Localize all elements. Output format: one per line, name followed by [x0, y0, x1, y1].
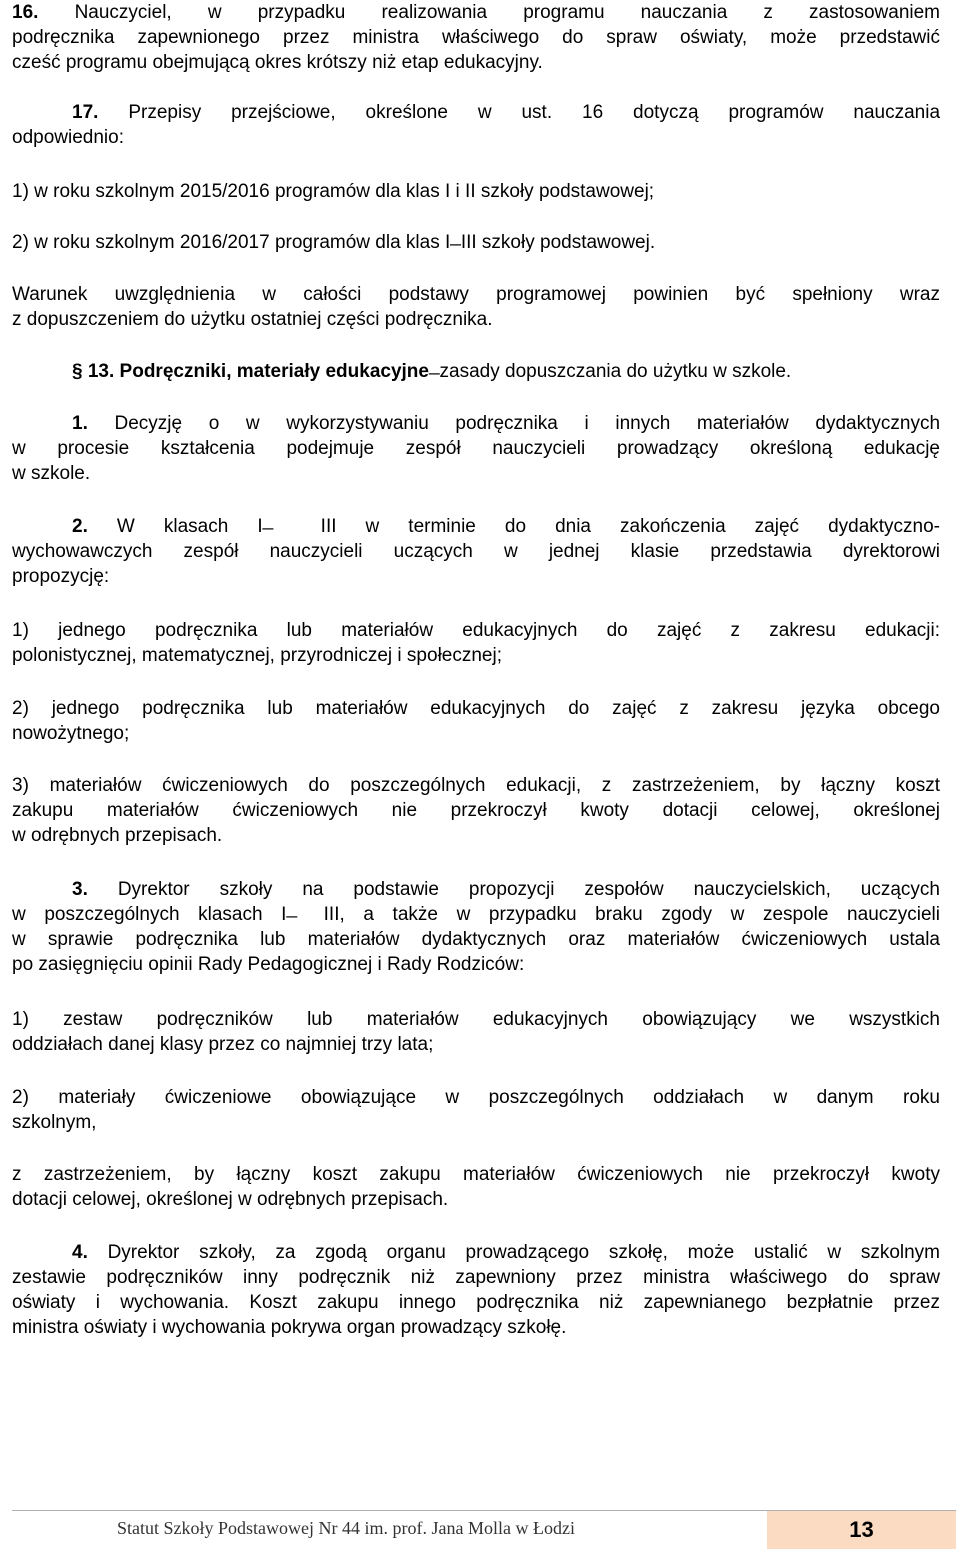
paragraph-line: wychowawczych zespół nauczycieli uczących w jednej klasie przedstawia dyrektorowi [12, 541, 940, 562]
list-item-line: w odrębnych przepisach. [12, 825, 223, 846]
list-item-line: nowożytnego; [12, 723, 130, 744]
paragraph-line: podręcznika zapewnionego przez ministra właściwego do spraw oświaty, może przedstawić [12, 27, 940, 48]
paragraph-line: w sprawie podręcznika lub materiałów dydaktycznych oraz materiałów ćwiczeniowych ustala [12, 929, 940, 950]
paragraph-line: w poszczególnych klasach I ̶ III, a także w przypadku braku zgody w zespole nauczycieli [12, 904, 940, 925]
list-item-line: 2) jednego podręcznika lub materiałów edukacyjnych do zajęć z zakresu języka obcego [12, 698, 940, 719]
paragraph-number: 1. [72, 413, 88, 434]
section-13-point-1 [12, 411, 940, 486]
list-item-line: zakupu materiałów ćwiczeniowych nie przekroczył kwoty dotacji celowej, określonej [12, 800, 940, 821]
section-title: Podręczniki, materiały edukacyjne [119, 361, 429, 382]
list-item-line: szkolnym, [12, 1112, 97, 1133]
paragraph-line: Decyzję o w wykorzystywaniu podręcznika i innych materiałów dydaktycznych [114, 413, 941, 434]
paragraph-16 [12, 0, 940, 75]
paragraph-line: po zasięgnięciu opinii Rady Pedagogicznej i Rady Rodziców: [12, 954, 525, 975]
list-item-line: oddziałach danej klasy przez co najmniej trzy lata; [12, 1034, 434, 1055]
list-item [12, 618, 940, 668]
paragraph-line: z dopuszczeniem do użytku ostatniej części podręcznika. [12, 309, 493, 330]
section-subtitle: ̶ zasady dopuszczania do użytku w szkole. [428, 361, 792, 382]
paragraph-line: odpowiednio: [12, 127, 124, 148]
paragraph-line: Przepisy przejściowe, określone w ust. 16 dotyczą programów nauczania [128, 102, 941, 123]
list-item-line: 2) materiały ćwiczeniowe obowiązujące w poszczególnych oddziałach w danym roku [12, 1087, 940, 1108]
list-item-line: 1) zestaw podręczników lub materiałów edukacyjnych obowiązujący we wszystkich [12, 1009, 940, 1030]
paragraph-17 [12, 100, 940, 150]
paragraph-line: zestawie podręczników inny podręcznik niż zapewniony przez ministra właściwego do spraw [12, 1267, 940, 1288]
paragraph-line: cześć programu obejmującą okres krótszy niż etap edukacyjny. [12, 52, 543, 73]
list-item-line: polonistycznej, matematycznej, przyrodniczej i społecznej; [12, 645, 502, 666]
list-item-line: 3) materiałów ćwiczeniowych do poszczególnych edukacji, z zastrzeżeniem, by łączny koszt [12, 775, 940, 796]
paragraph-line: w procesie kształcenia podejmuje zespół nauczycieli prowadzący określoną edukację [12, 438, 940, 459]
paragraph-line: Dyrektor szkoły na podstawie propozycji zespołów nauczycielskich, uczących [117, 879, 941, 900]
paragraph-line: propozycję: [12, 566, 110, 587]
paragraph-number: 3. [72, 879, 88, 900]
paragraph-line: dotacji celowej, określonej w odrębnych przepisach. [12, 1189, 449, 1210]
section-13-point-2 [12, 514, 940, 589]
paragraph-line: Dyrektor szkoły, za zgodą organu prowadzącego szkołę, może ustalić w szkolnym [107, 1242, 941, 1263]
section-heading [72, 359, 791, 384]
paragraph-number: 2. [72, 516, 88, 537]
section-13-point-3 [12, 877, 940, 977]
paragraph-line: ministra oświaty i wychowania pokrywa organ prowadzący szkołę. [12, 1317, 567, 1338]
paragraph-line: W klasach I ̶ III w terminie do dnia zakończenia zajęć dydaktyczno- [116, 516, 941, 537]
paragraph-line: Nauczyciel, w przypadku realizowania programu nauczania z zastosowaniem [74, 2, 941, 23]
list-item [12, 1007, 940, 1057]
list-item: 1) w roku szkolnym 2015/2016 programów dla klas I i II szkoły podstawowej; [12, 181, 655, 202]
paragraph-number: 17. [72, 102, 99, 123]
paragraph-condition [12, 282, 940, 332]
paragraph-reservation [12, 1162, 940, 1212]
footer-title: Statut Szkoły Podstawowej Nr 44 im. prof. Jana Molla w Łodzi [117, 1518, 575, 1538]
paragraph-line: z zastrzeżeniem, by łączny koszt zakupu materiałów ćwiczeniowych nie przekroczył kwoty [12, 1164, 940, 1185]
list-item [12, 696, 940, 746]
paragraph-number: 4. [72, 1242, 88, 1263]
list-item: 2) w roku szkolnym 2016/2017 programów dla klas I ̶ III szkoły podstawowej. [12, 232, 656, 253]
paragraph-line: oświaty i wychowania. Koszt zakupu innego podręcznika niż zapewnianego bezpłatnie przez [12, 1292, 940, 1313]
list-item-line: 1) jednego podręcznika lub materiałów edukacyjnych do zajęć z zakresu edukacji: [12, 620, 940, 641]
section-number: § 13. [72, 361, 115, 382]
list-item [12, 773, 940, 848]
section-13-point-4 [12, 1240, 940, 1340]
page-number: 13 [767, 1511, 956, 1549]
paragraph-line: Warunek uwzględnienia w całości podstawy programowej powinien być spełniony wraz [12, 284, 940, 305]
paragraph-number: 16. [12, 2, 39, 23]
paragraph-line: w szkole. [12, 463, 91, 484]
list-item [12, 1085, 940, 1135]
